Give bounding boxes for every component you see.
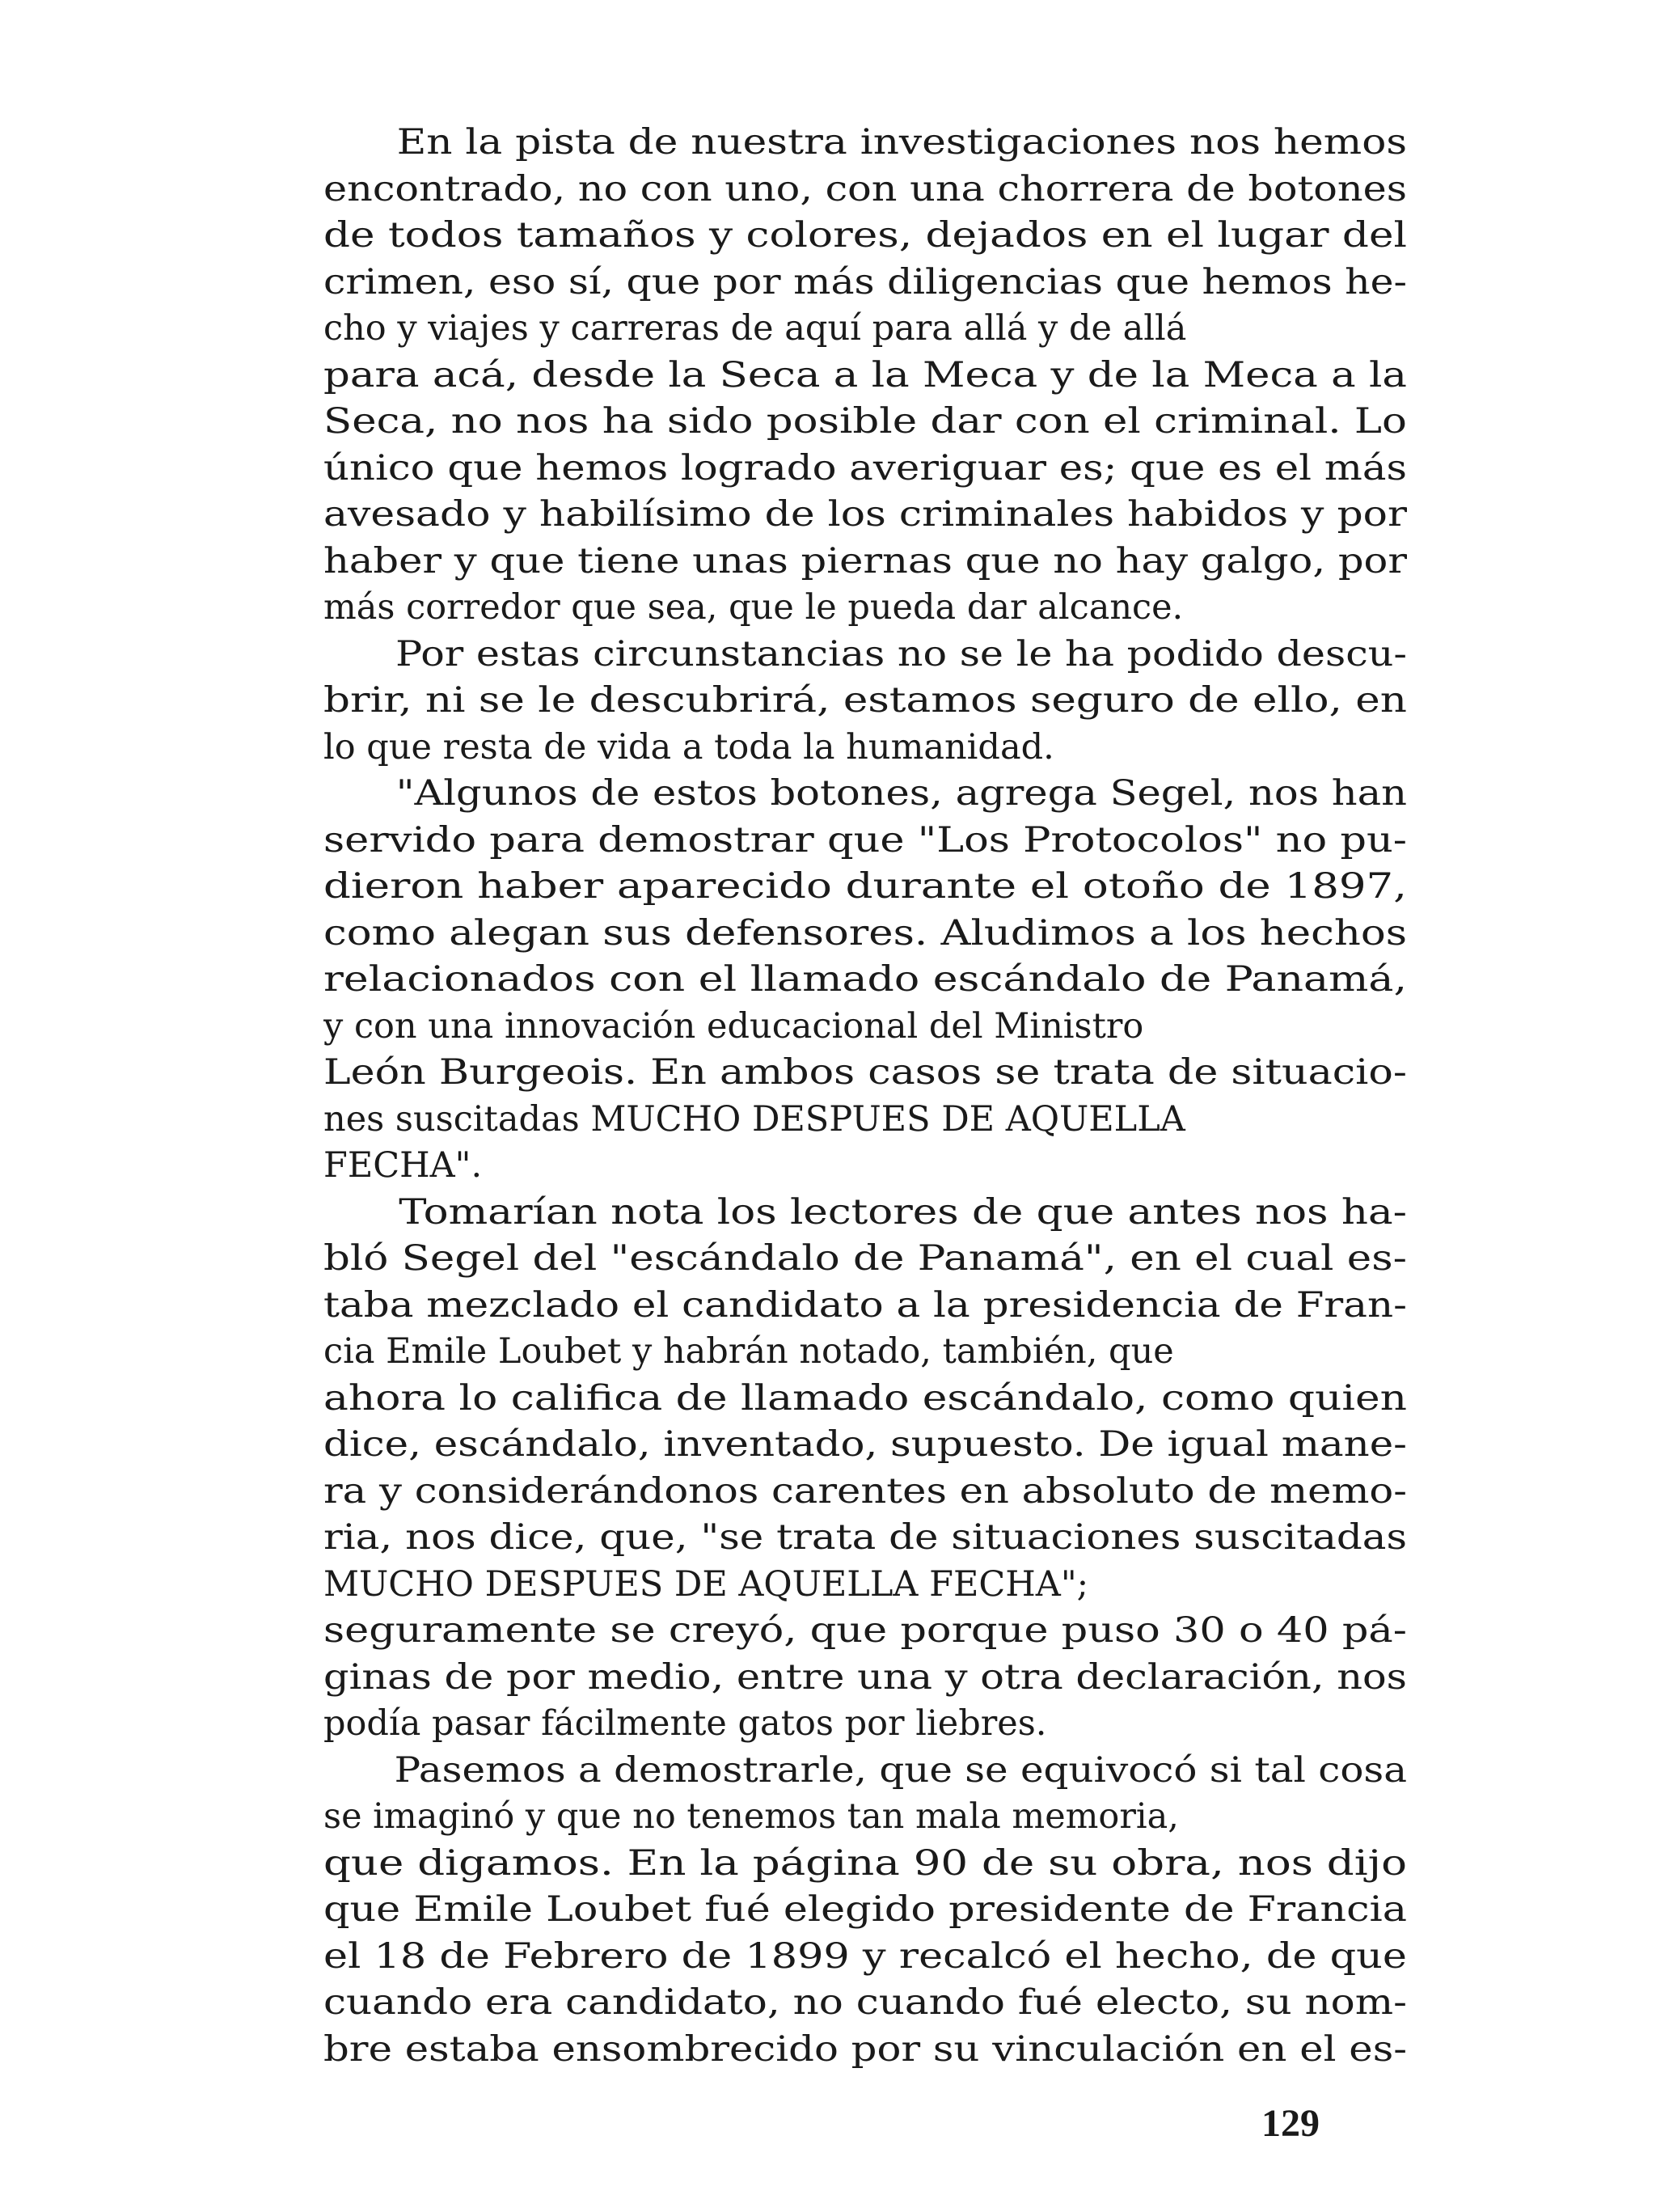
text-line [323,1887,1407,1934]
text-line-content: como alegan sus defensores. Aludimos a los hechos [323,912,1407,954]
text-line [323,1329,1407,1376]
text-line-content: taba mezclado el candidato a la presidencia de Fran- [323,1284,1407,1326]
text-line-content: podía pasar fácilmente gatos por liebres. [323,1703,1047,1744]
text-line-content: ria, nos dice, que, "se trata de situaciones suscitadas [323,1517,1407,1558]
text-line [323,1143,1407,1190]
text-line-content: para acá, desde la Seca a la Meca y de la Meca a la [323,354,1407,395]
text-line [323,818,1407,865]
text-line-content: dieron haber aparecido durante el otoño de 1897, [323,866,1407,907]
text-line [323,213,1407,260]
text-line-content: ra y considerándonos carentes en absoluto de memo- [323,1470,1407,1512]
text-line [323,678,1407,725]
text-line [323,353,1407,400]
text-line-content: y con una innovación educacional del Ministro [323,1005,1144,1047]
text-line [323,167,1407,214]
text-line [323,1608,1407,1655]
text-line [323,306,1407,353]
text-line [323,492,1407,539]
text-line [323,1841,1407,1888]
text-line-content: lo que resta de vida a toda la humanidad. [323,726,1054,768]
text-line [323,1097,1407,1144]
text-line [323,771,1407,818]
text-line-content: bló Segel del "escándalo de Panamá", en el cual es- [323,1238,1407,1279]
text-line-content: Por estas circunstancias no se le ha podido descu- [395,633,1407,675]
text-line-content: de todos tamaños y colores, dejados en el lugar del [323,215,1407,256]
text-line [323,632,1407,679]
text-line-content: nes suscitadas MUCHO DESPUES DE AQUELLA [323,1098,1185,1140]
text-line [323,1469,1407,1516]
text-line-content: crimen, eso sí, que por más diligencias que hemos he- [323,261,1407,302]
text-line-content: León Burgeois. En ambos casos se trata de situacio- [323,1052,1407,1093]
text-line [323,1004,1407,1051]
text-line [323,1376,1407,1423]
text-line-content: Seca, no nos ha sido posible dar con el criminal. Lo [323,401,1407,442]
text-line [323,725,1407,772]
text-line [323,1980,1407,2027]
text-line-content: ginas de por medio, entre una y otra declaración, nos [323,1656,1407,1698]
text-line [323,1562,1407,1609]
text-line [323,864,1407,911]
text-line-content: dice, escándalo, inventado, supuesto. De igual mane- [323,1424,1407,1465]
text-line-content: servido para demostrar que "Los Protocolos" no pu- [323,819,1407,861]
text-line-content: En la pista de nuestra investigaciones nos hemos [396,122,1407,163]
text-line-content: MUCHO DESPUES DE AQUELLA FECHA"; [323,1563,1089,1605]
text-line-content: más corredor que sea, que le pueda dar alcance. [323,587,1184,628]
text-line-content: avesado y habilísimo de los criminales habidos y por [323,494,1407,535]
text-line [323,1748,1407,1795]
text-line-content: el 18 de Febrero de 1899 y recalcó el hecho, de que [323,1935,1407,1977]
text-line-content: ahora lo califica de llamado escándalo, como quien [323,1377,1407,1419]
text-line [323,1190,1407,1237]
text-line [323,2027,1407,2074]
page-number: 129 [1261,2102,1320,2145]
text-line-content: cuando era candidato, no cuando fué electo, su nom- [323,1982,1407,2023]
text-line [323,399,1407,446]
text-line [323,260,1407,307]
text-line [323,1050,1407,1097]
text-line-content: se imaginó y que no tenemos tan mala memoria, [323,1796,1179,1837]
body-text [323,120,1407,2073]
text-line-content: Pasemos a demostrarle, que se equivocó si tal cosa [394,1749,1407,1791]
text-line [323,1655,1407,1702]
text-line [323,1701,1407,1748]
text-line-content: brir, ni se le descubrirá, estamos seguro de ello, en [323,680,1407,721]
text-line-content: FECHA". [323,1145,483,1186]
text-line [323,1794,1407,1841]
text-line [323,1422,1407,1469]
text-line [323,911,1407,958]
text-line-content: cia Emile Loubet y habrán notado, también, que [323,1331,1174,1372]
text-line-content: Tomarían nota los lectores de que antes nos ha- [399,1191,1407,1233]
text-line-content: haber y que tiene unas piernas que no hay galgo, por [323,540,1407,582]
text-line [323,539,1407,586]
text-line [323,1283,1407,1330]
text-line [323,1515,1407,1562]
text-line [323,1236,1407,1283]
text-line-content: que Emile Loubet fué elegido presidente de Francia [323,1889,1407,1930]
text-line [323,957,1407,1004]
text-line-content: que digamos. En la página 90 de su obra, nos dijo [323,1842,1407,1884]
text-line [323,120,1407,167]
text-line-content: relacionados con el llamado escándalo de Panamá, [323,959,1407,1000]
text-line-content: único que hemos logrado averiguar es; que es el más [323,447,1407,489]
text-line [323,585,1407,632]
text-line-content: bre estaba ensombrecido por su vinculación en el es- [323,2028,1407,2070]
text-line-content: encontrado, no con uno, con una chorrera de botones [323,168,1407,209]
text-line [323,1934,1407,1981]
text-line [323,446,1407,493]
text-line-content: seguramente se creyó, que porque puso 30 o 40 pá- [323,1610,1407,1651]
text-line-content: "Algunos de estos botones, agrega Segel, nos han [395,773,1407,814]
text-line-content: cho y viajes y carreras de aquí para allá y de allá [323,308,1187,349]
